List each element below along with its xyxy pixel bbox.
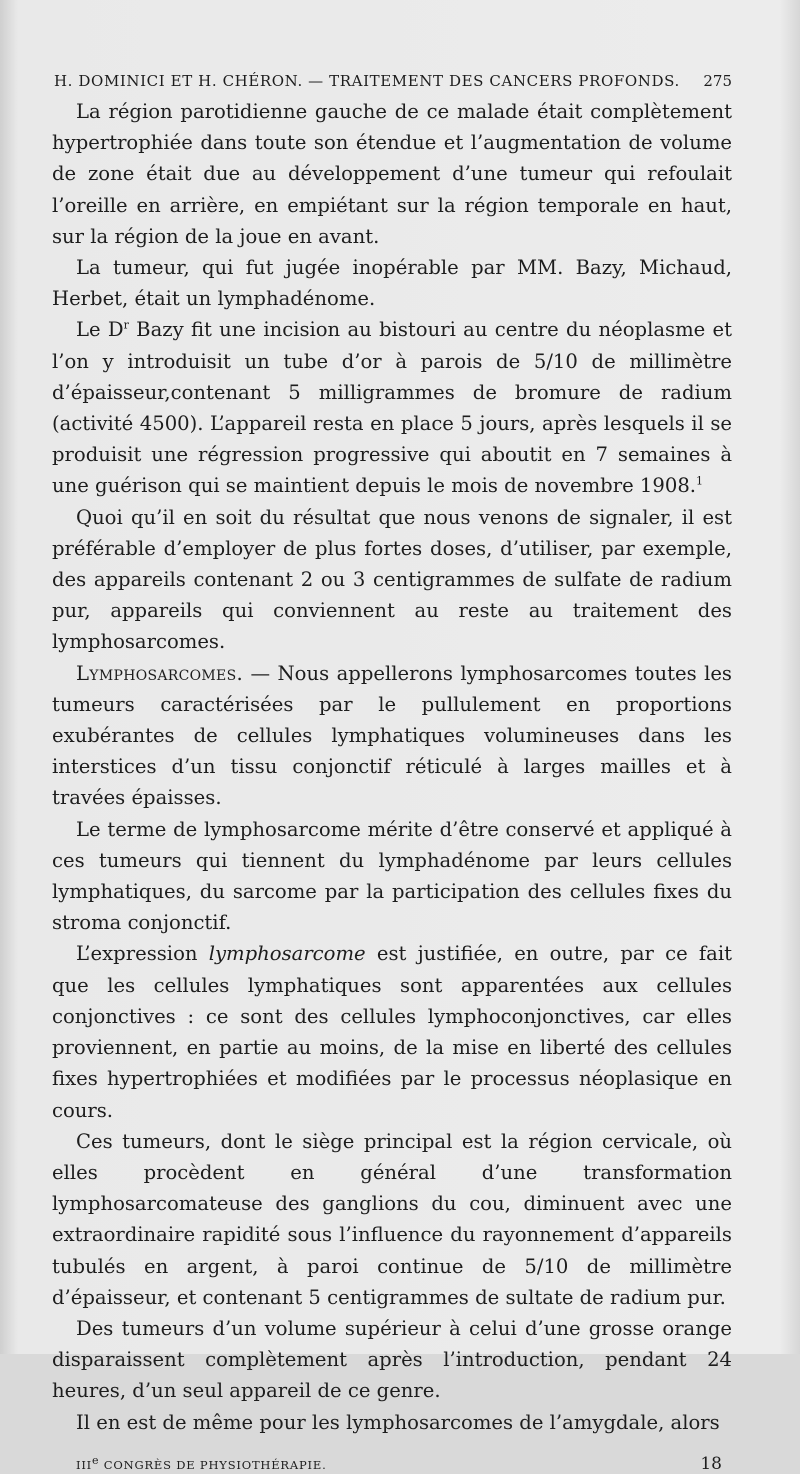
congress-label: IIIe CONGRÈS DE PHYSIOTHÉRAPIE. [76,1453,327,1472]
paragraph: Quoi qu’il en soit du résultat que nous venons de signaler, il est préférable d’employer de plus fortes doses, d’utiliser, par exemple, des appareils contenant 2 ou 3 centigrammes de sulfate de radium pur, appareils qui conviennent au reste au traitement des lymphosarcomes. [52,505,732,654]
body-text [52,96,732,1438]
footnote-marker: 1 [696,474,704,488]
superscript: r [123,318,129,332]
section-heading: Lymphosarcomes. [76,661,244,685]
paragraph: Il en est de même pour les lymphosarcomes de l’amygdale, alors [76,1410,720,1434]
paragraph: L’expression lymphosarcome est justifiée, en outre, par ce fait que les cellules lymphatiques sont apparentées aux cellules conjonctives : ce sont des cellules lymphoconjonctives, car elles proviennent, en partie au moins, de la mise en liberté des cellules fixes hypertrophiées et modifiées par le processus néoplasique en cours. [52,942,732,1122]
italic-term: lymphosarcome [208,942,366,966]
paragraph: Lymphosarcomes. — Nous appellerons lymphosarcomes toutes les tumeurs caractérisées par le pullulement en proportions exubérantes de cellules lymphatiques volumineuses dans les interstices d’un tissu conjonctif réticulé à larges mailles et à travées épaisses. [52,661,732,810]
paragraph: Ces tumeurs, dont le siège principal est la région cervicale, où elles procèdent en général d’une transformation lymphosarcomateuse des ganglions du cou, diminuent avec une extraordinaire rapidité sous l’influence du rayonnement d’appareils tubulés en argent, à paroi continue de 5/10 de millimètre d’épaisseur, et contenant 5 centigrammes de sultate de radium pur. [52,1129,732,1309]
paragraph: Le terme de lymphosarcome mérite d’être conservé et appliqué à ces tumeurs qui tiennent du lymphadénome par leurs cellules lymphatiques, du sarcome par la participation des cellules fixes du stroma conjonctif. [52,817,732,935]
book-page [52,72,732,1474]
page-number: 275 [703,72,732,90]
running-header [52,72,732,90]
signature-mark: 18 [700,1453,722,1474]
paragraph: La région parotidienne gauche de ce malade était complètement hypertrophiée dans toute son étendue et l’augmentation de volume de zone était due au développement d’une tumeur qui refoulait l’oreille en arrière, en empiétant sur la région temporale en haut, sur la région de la joue en avant. [52,100,732,248]
paragraph: Des tumeurs d’un volume supérieur à celui d’une grosse orange disparaissent complètement après l’introduction, pendant 24 heures, d’un seul appareil de ce genre. [52,1316,732,1403]
paragraph: La tumeur, qui fut jugée inopérable par MM. Bazy, Michaud, Herbet, était un lymphadénome. [52,256,732,311]
paragraph: Le $D^r$ Bazy fit une incision au bistouri au centre du néoplasme et l’on y introduisit un tube d’or à parois de 5/10 de millimètre d’épaisseur,contenant 5 milligrammes de bromure de radium (activité 4500). L’appareil resta en place 5 jours, après lesquels il se produisit une régression progressive qui aboutit en 7 semaines à une guérison qui se maintient depuis le mois de novembre 1908.$^1$ [52,318,733,498]
running-title: H. DOMINICI ET H. CHÉRON. — TRAITEMENT DES CANCERS PROFONDS. [54,72,680,90]
page-footer [52,1454,732,1474]
